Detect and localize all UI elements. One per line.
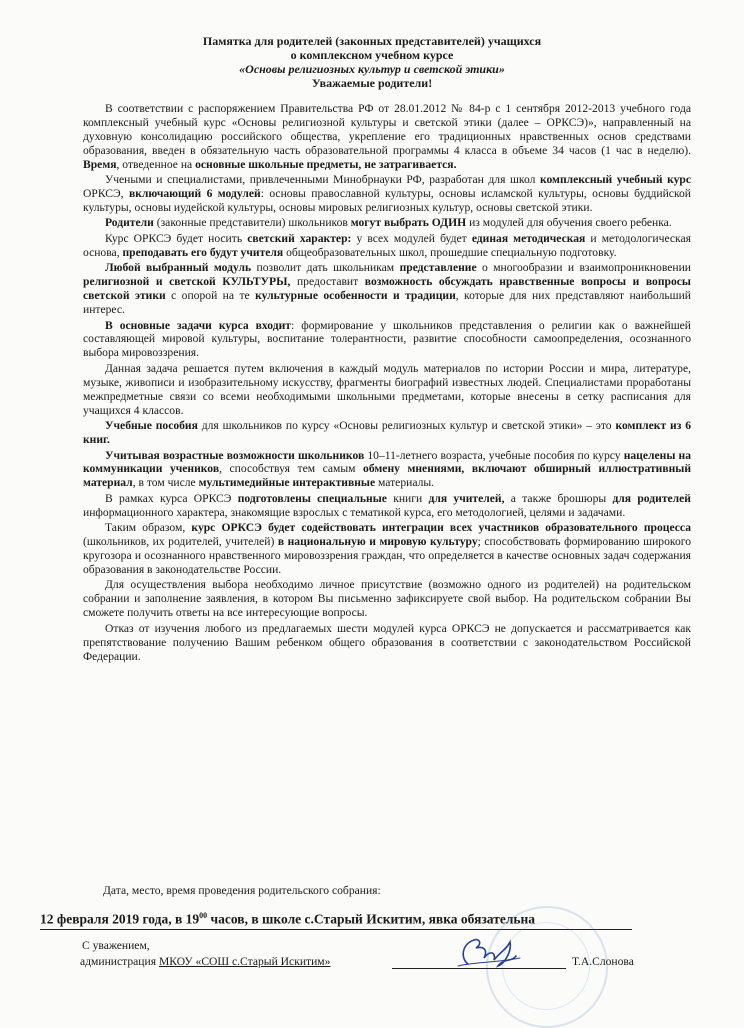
meeting-details: 12 февраля 2019 года, в $19^{00}$ часов, в школе с.Старый Искитим, явка обязательна bbox=[40, 911, 632, 930]
course-name: «Основы религиозных культур и светской этики» bbox=[239, 62, 505, 76]
school-name: МКОУ «СОШ с.Старый Искитим» bbox=[158, 955, 331, 968]
paragraph-8: Учебные пособия для школьников по курсу «Основы религиозных культур и светской этики» – это комплект из 6 книг. bbox=[83, 419, 691, 446]
memo-title: Памятка для родителей (законных представителей) учащихся bbox=[202, 34, 542, 48]
memo-header bbox=[0, 34, 744, 90]
paragraph-10: В рамках курса ОРКСЭ подготовлены специальные книги для учителей, а также брошюры для родителей информационного характера, знакомящие взрослых с тематикой курса, его методологией, целями и задачами. bbox=[83, 491, 691, 519]
paragraph-11: Таким образом, курс ОРКСЭ будет содействовать интеграции всех участников образовательного процесса (школьников, их родителей, учителей) в национальную и мировую культуру; способствовать формированию широкого кругозора и осознанного нравственного мировоззрения граждан, что определяется в качестве основных задач содержания образования в законодательстве России. bbox=[83, 521, 692, 576]
greeting: Уважаемые родители! bbox=[311, 76, 433, 90]
paragraph-1: В соответствии с распоряжением Правительства РФ от 28.01.2012 № 84-р с 1 сентября 2012-2013 учебного года комплексный учебный курс «Основы религиозной культуры и светской этики (далее – ОРКСЭ)», направленный на духовную консолидацию российского общества, укрепление его традиционных нравственных основ средствами образования, введен в обязательную часть образовательной программы 4 класса в объеме 34 часов (1 час в неделю). Время, отведенное на основные школьные предметы, не затрагивается. bbox=[83, 102, 691, 171]
meeting-label: Дата, место, время проведения родительского собрания: bbox=[103, 884, 381, 897]
meeting-time-superscript: 00 bbox=[199, 911, 208, 920]
paragraph-9: Учитывая возрастные возможности школьников 10–11-летнего возраста, учебные пособия по курсу нацелены на коммуникации учеников, способствуя тем самым обмену мнениями, включают обширный иллюстративный материал, в том числе мультимедийные интерактивные материалы. bbox=[83, 448, 692, 490]
paragraph-5: Любой выбранный модуль позволит дать школьникам представление о многообразии и взаимопроникновении религиозной и светской КУЛЬТУРЫ, предоставит возможность обсуждать нравственные вопросы и вопросы светской этики с опорой на те культурные особенности и традиции, которые для них представляют наибольший интерес. bbox=[83, 261, 692, 317]
paragraph-4: Курс ОРКСЭ будет носить светский характер: у всех модулей будет единая методическая и методологическая основа, преподавать его будут учителя общеобразовательных школ, прошедшие специальную подготовку. bbox=[83, 231, 691, 259]
memo-body bbox=[83, 102, 691, 665]
paragraph-7: Данная задача решается путем включения в каждый модуль материалов по истории России и мира, литературе, музыке, живописи и изобразительному искусству, фрагменты биографий известных людей. Специалистами проработаны межпредметные связи со всеми необходимыми школьными предметами, которые внесены в сетку расписания для учащихся 4 классов. bbox=[83, 361, 691, 417]
paragraph-13: Отказ от изучения любого из предлагаемых шести модулей курса ОРКСЭ не допускается и рассматривается как препятствование получению Вашим ребенком общего образования в соответствии с законодательством Российской Федерации. bbox=[83, 621, 691, 663]
signer-name: Т.А.Слонова bbox=[572, 955, 634, 968]
paragraph-2: Учеными и специалистами, привлеченными Минобрнауки РФ, разработан для школ комплексный учебный курс ОРКСЭ, включающий 6 модулей: основы православной культуры, основы исламской культуры, основы буддийской культуры, основы иудейской культуры, основы мировых религиозных культур, основы светской этики. bbox=[83, 173, 691, 214]
paragraph-3: Родители (законные представители) школьников могут выбрать ОДИН из модулей для обучения своего ребенка. bbox=[105, 216, 672, 230]
handwritten-signature bbox=[454, 928, 524, 974]
memo-subtitle: о комплексном учебном курсе bbox=[290, 48, 454, 62]
paragraph-6: В основные задачи курса входит: формирование у школьников представления о религии как о важнейшей составляющей мировой культуры, воспитание толерантности, развитие способности самоопределения, осознанного выбора мировоззрения. bbox=[83, 318, 691, 360]
regards-text: С уважением, bbox=[82, 939, 150, 952]
paragraph-12: Для осуществления выбора необходимо личное присутствие (возможно одного из родителей) на родительском собрании и заполнение заявления, в котором Вы письменно зафиксируете свой выбор. На родительском собрании Вы сможете получить ответы на все интересующие вопросы. bbox=[83, 578, 691, 620]
administration-line: администрация МКОУ «СОШ с.Старый Искитим» bbox=[80, 955, 331, 968]
